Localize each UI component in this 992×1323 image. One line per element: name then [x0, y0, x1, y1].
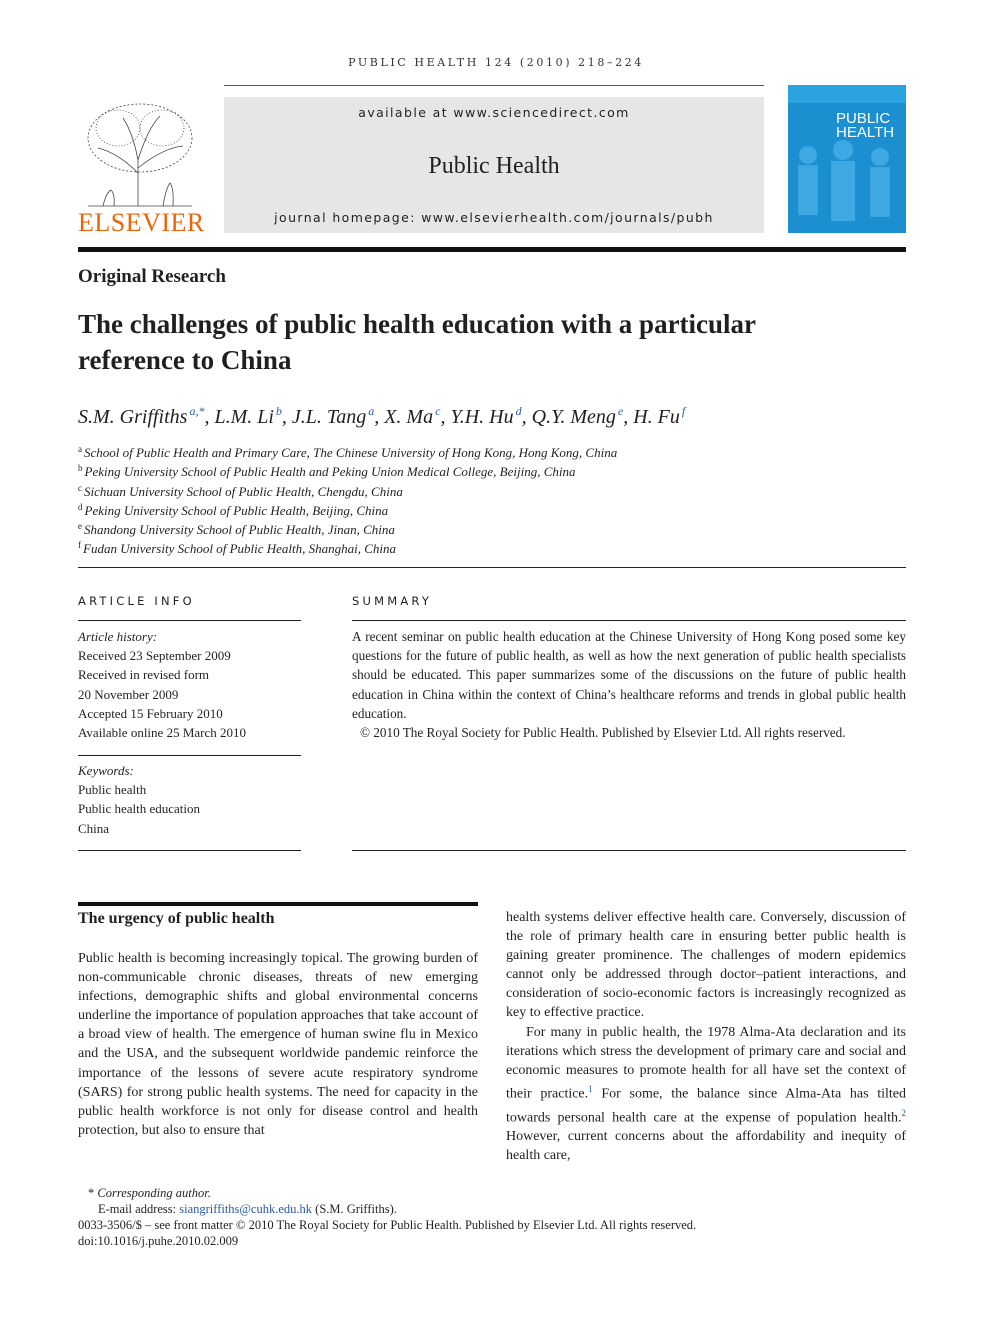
reference-link[interactable]: 1 [588, 1083, 593, 1094]
author-name[interactable]: L.M. Li [214, 406, 274, 428]
article-title-line1: The challenges of public health education with a particular [78, 309, 757, 339]
author-affiliation-mark[interactable]: c [435, 404, 441, 418]
footnotes [78, 1185, 906, 1249]
article-title-line2: reference to China [78, 345, 292, 375]
corresponding-author-note: * Corresponding author. [88, 1186, 211, 1200]
author-list: S.M. Griffiths $^{a,*}$, L.M. Li $^b$, J.L. Tang $^a$, X. Ma $^c$, Y.H. Hu $^d$, Q.Y. Meng $^e$, H. Fu $^f$ [78, 404, 686, 428]
cover-title-line2: HEALTH [836, 124, 895, 141]
affiliation-item: $^b$ Peking University School of Public Health and Peking Union Medical College, Beijing, China [78, 463, 576, 480]
section-heading: The urgency of public health [78, 910, 275, 927]
section-heading-rule [78, 902, 478, 906]
keyword-item[interactable]: Public health [78, 782, 147, 798]
body-paragraph: health systems deliver effective health care. Conversely, discussion of the role of primary health care in ensuring better public health is gaining greater prominence. The challenges of modern epidemics cannot only be addressed through doctor–patient interactions, and consideration of socio-economic factors is increasingly recognized as key to effective practice. [506, 910, 906, 1021]
body-paragraph: For many in public health, the 1978 Alma-Ata declaration and its iterations which stress the development of primary care and social and economic measures to promote health for all have set the context of their practice.$^1$ For some, the balance since Alma-Ata has tilted towards personal health care at the expense of population health.$^2$ However, current concerns about the affordability and inequity of health care, [506, 1024, 906, 1164]
summary-heading: SUMMARY [352, 594, 433, 608]
journal-banner [224, 97, 764, 233]
journal-title: Public Health [428, 153, 560, 179]
author-affiliation-mark[interactable]: a [368, 404, 375, 418]
journal-cover [788, 85, 906, 233]
article-history [78, 627, 301, 742]
affiliation-item: $^a$ School of Public Health and Primary Care, The Chinese University of Hong Kong, Hong Kong, China [78, 444, 618, 460]
elsevier-wordmark: ELSEVIER [78, 208, 205, 237]
author-name[interactable]: S.M. Griffiths [78, 406, 188, 428]
article-type: Original Research [78, 266, 226, 287]
cover-title-line1: PUBLIC [836, 110, 891, 127]
affiliation-item: $^f$ Fudan University School of Public Health, Shanghai, China [78, 540, 397, 557]
history-entry: Received 23 September 2009 [78, 648, 231, 664]
author-affiliation-mark[interactable]: a,* [189, 404, 205, 418]
history-entry: 20 November 2009 [78, 686, 179, 702]
affiliation-divider [78, 567, 906, 568]
body-right-column [506, 908, 906, 1166]
doi[interactable]: doi:10.1016/j.puhe.2010.02.009 [78, 1234, 239, 1248]
author-email-link[interactable]: siangriffiths@cuhk.edu.hk [179, 1202, 313, 1216]
keyword-item[interactable]: Public health education [78, 801, 201, 817]
article-title [78, 306, 906, 378]
affiliation-item: $^c$ Sichuan University School of Public Health, Chengdu, China [78, 482, 403, 499]
running-head: PUBLIC HEALTH 124 (2010) 218–224 [348, 56, 644, 69]
author-name[interactable]: Y.H. Hu [450, 406, 514, 428]
history-entry: Received in revised form [78, 667, 210, 683]
summary-bottom-rule [352, 850, 906, 851]
author-name[interactable]: J.L. Tang [291, 406, 367, 428]
banner-top-rule [224, 85, 764, 86]
article-info-heading: ARTICLE INFO [78, 594, 195, 608]
author-affiliation-mark[interactable]: d [515, 404, 522, 418]
article-info-rule [78, 620, 301, 621]
author-affiliation-mark[interactable]: b [275, 404, 282, 418]
affiliation-list [78, 440, 906, 556]
header-divider [78, 247, 906, 252]
keyword-item[interactable]: China [78, 820, 110, 836]
sciencedirect-availability[interactable]: available at www.sciencedirect.com [358, 105, 630, 120]
author-name[interactable]: H. Fu [633, 406, 680, 428]
summary-paragraph: A recent seminar on public health education at the Chinese University of Hong Kong posed some key questions for the future of public health, as well as how the next generation of public health specialists should be educated. This paper summarizes some of the discussions on the future of public health education in China within the context of China’s healthcare reforms and trends in global public health education. [352, 629, 906, 721]
article-history-label: Article history: [78, 629, 158, 644]
author-name[interactable]: Q.Y. Meng [531, 406, 616, 428]
journal-homepage[interactable]: journal homepage: www.elsevierhealth.com/journals/pubh [274, 210, 714, 225]
author-affiliation-mark[interactable]: f [681, 404, 686, 418]
body-left-column [78, 949, 478, 1140]
author-name[interactable]: X. Ma [384, 406, 434, 428]
article-info-bottom-rule [78, 850, 301, 851]
history-entry: Available online 25 March 2010 [78, 725, 246, 741]
summary-rule [352, 620, 906, 621]
front-matter: 0033-3506/$ – see front matter © 2010 The Royal Society for Public Health. Published by Elsevier Ltd. All rights reserved. [78, 1218, 697, 1232]
keywords-rule [78, 755, 301, 756]
summary-copyright: © 2010 The Royal Society for Public Health. Published by Elsevier Ltd. All rights reserved. [360, 725, 846, 741]
summary-text [352, 627, 906, 742]
email-note: E-mail address: siangriffiths@cuhk.edu.hk (S.M. Griffiths). [98, 1202, 397, 1216]
affiliation-item: $^d$ Peking University School of Public Health, Beijing, China [78, 501, 389, 518]
history-entry: Accepted 15 February 2010 [78, 705, 223, 721]
author-affiliation-mark[interactable]: e [617, 404, 624, 418]
keywords [78, 761, 301, 838]
reference-link[interactable]: 2 [901, 1107, 906, 1118]
keywords-label: Keywords: [78, 763, 134, 778]
body-paragraph: Public health is becoming increasingly topical. The growing burden of non-communicable chronic diseases, threats of new emerging infections, demographic shifts and global environmental concerns underline the importance of population approaches that take account of a broad view of health. The emergence of human swine flu in Mexico and the USA, and the subsequent worldwide pandemic reinforce the importance of the lessons of severe acute respiratory syndrome (SARS) for strong public health systems. The need for capacity in the public health workforce is not only for disease control and health protection, but also to ensure that [78, 951, 478, 1138]
affiliation-item: $^e$ Shandong University School of Public Health, Jinan, China [78, 521, 395, 538]
